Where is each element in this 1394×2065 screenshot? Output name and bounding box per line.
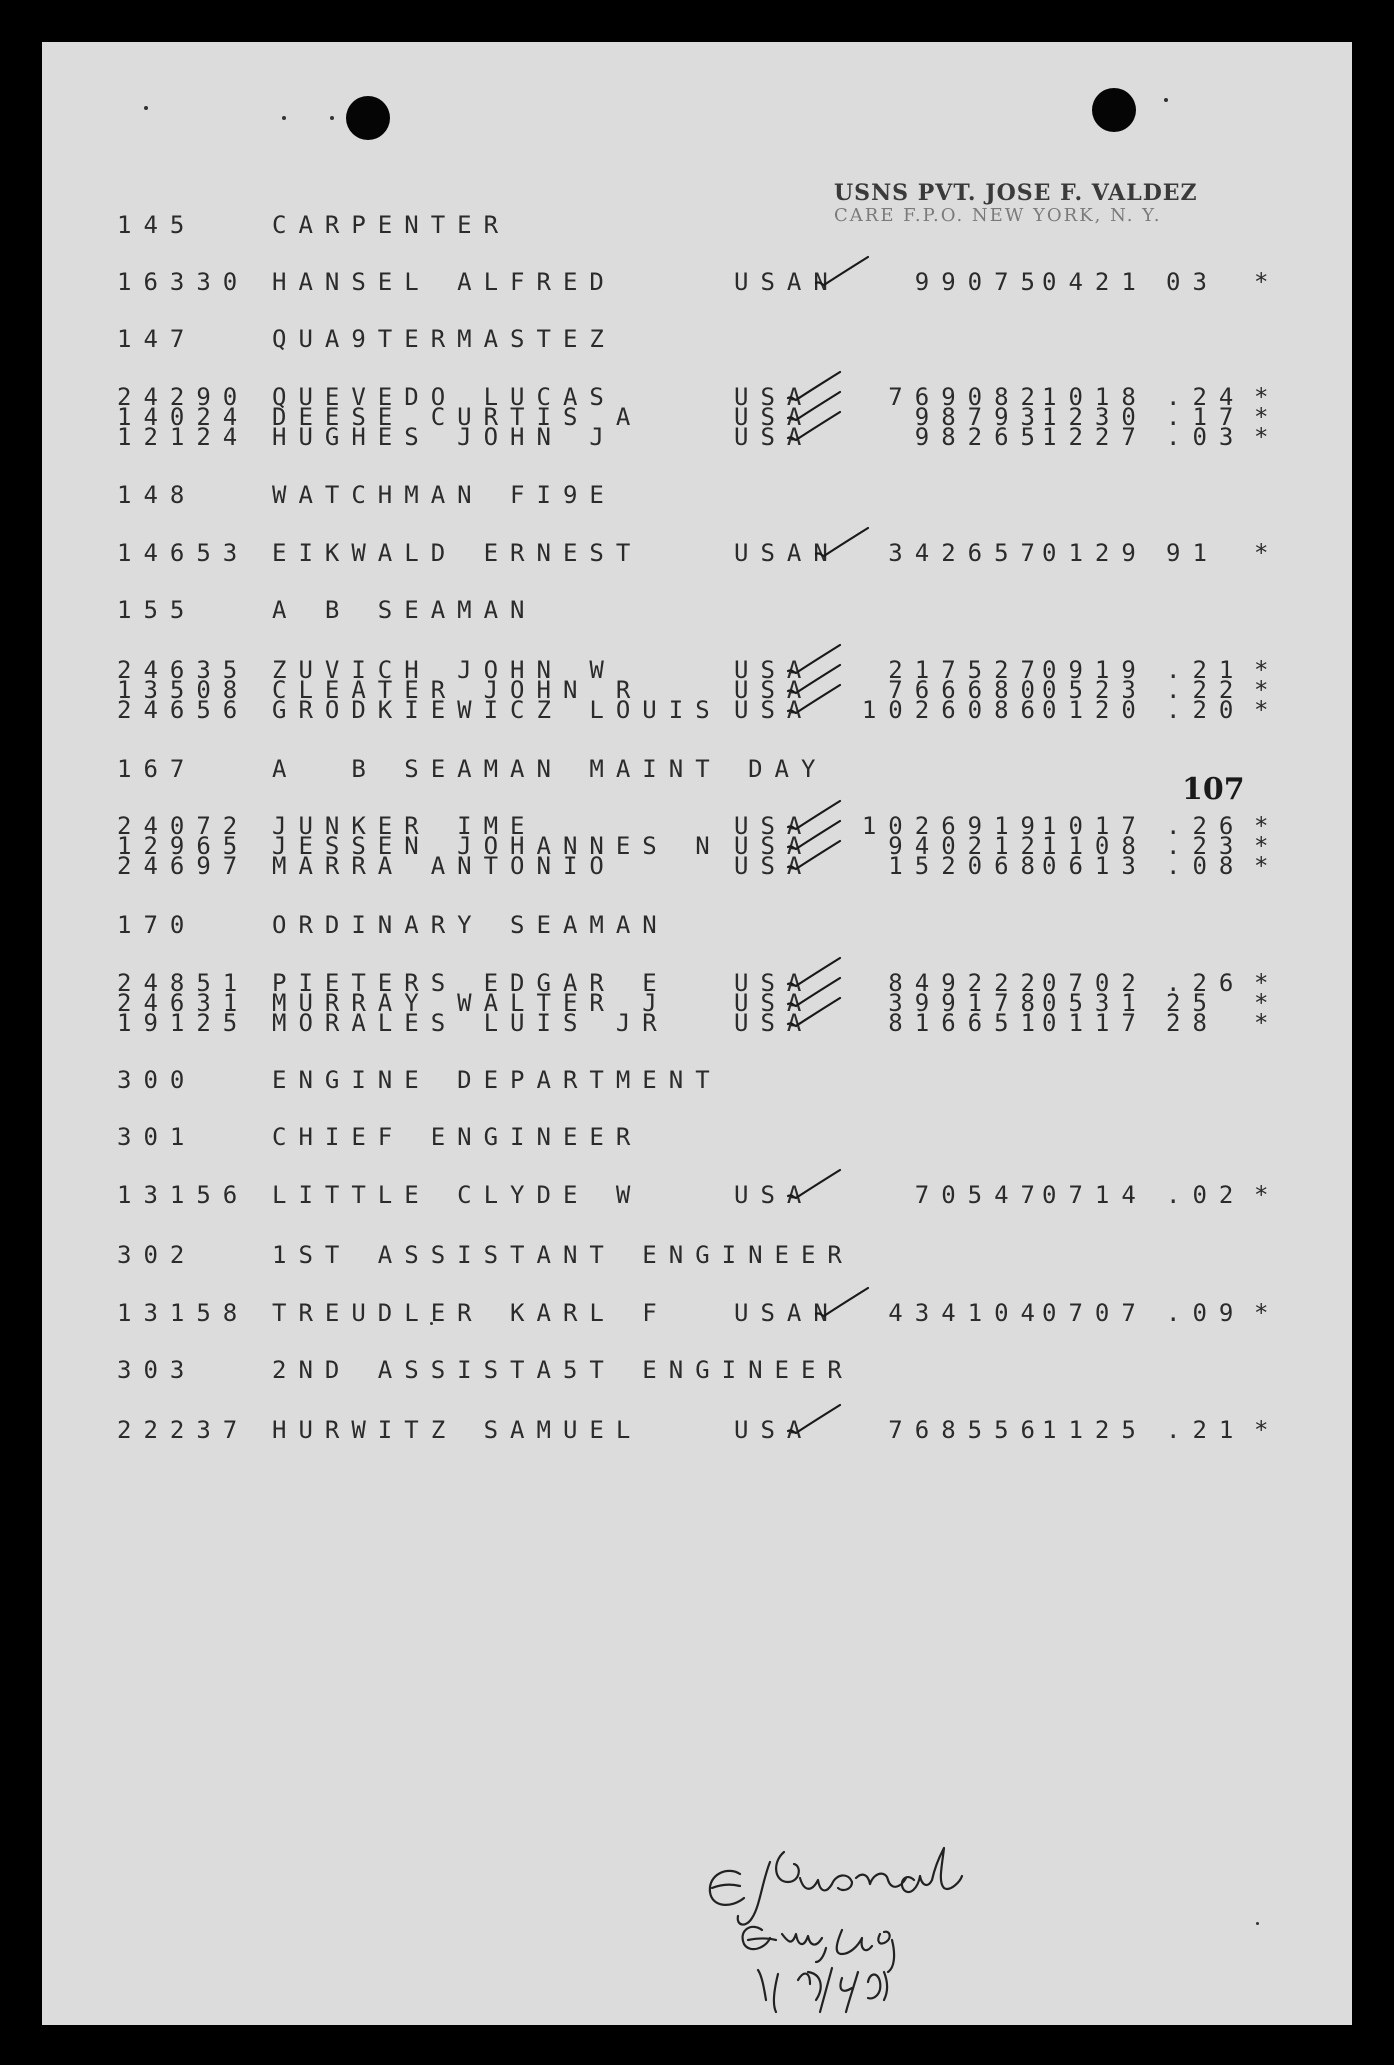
row-code: 12965 bbox=[117, 832, 250, 860]
punch-hole-right bbox=[1092, 88, 1136, 132]
row-marker: * bbox=[1254, 403, 1281, 431]
row-name: ENGINE DEPARTMENT bbox=[272, 1066, 722, 1094]
row-citizenship: USA bbox=[734, 656, 814, 684]
row-citizenship: USA bbox=[734, 1009, 814, 1037]
row-citizenship: USA bbox=[734, 812, 814, 840]
row-date: 0129 bbox=[1042, 539, 1148, 567]
row-name: HANSEL ALFRED bbox=[272, 268, 616, 296]
check-mark-icon bbox=[784, 1168, 844, 1202]
row-age: .17 bbox=[1166, 403, 1246, 431]
row-age: .21 bbox=[1166, 656, 1246, 684]
speck bbox=[282, 116, 286, 120]
section-heading-row bbox=[42, 595, 1352, 625]
ship-name: USNS PVT. JOSE F. VALDEZ bbox=[834, 180, 1198, 206]
row-code: 16330 bbox=[117, 268, 250, 296]
row-age: 91 bbox=[1166, 539, 1219, 567]
row-code: 300 bbox=[117, 1066, 197, 1094]
row-id-number: 399178 bbox=[888, 989, 1047, 1017]
row-age: 25 bbox=[1166, 989, 1219, 1017]
row-id-number: 766680 bbox=[888, 676, 1047, 704]
row-name: EIKWALD ERNEST bbox=[272, 539, 643, 567]
crew-entry-row bbox=[42, 1298, 1352, 1328]
crew-entry-row bbox=[42, 851, 1352, 881]
row-marker: * bbox=[1254, 812, 1281, 840]
row-code: 24072 bbox=[117, 812, 250, 840]
section-heading-row bbox=[42, 754, 1352, 784]
row-marker: * bbox=[1254, 696, 1281, 724]
row-age: .20 bbox=[1166, 696, 1246, 724]
row-code: 147 bbox=[117, 325, 197, 353]
row-name: LITTLE CLYDE W bbox=[272, 1181, 643, 1209]
row-citizenship: USA bbox=[734, 989, 814, 1017]
row-date: 0919 bbox=[1042, 656, 1148, 684]
row-age: .02 bbox=[1166, 1181, 1246, 1209]
row-name: MURRAY WALTER J bbox=[272, 989, 669, 1017]
row-marker: * bbox=[1254, 676, 1281, 704]
row-code: 13158 bbox=[117, 1299, 250, 1327]
row-date: 0120 bbox=[1042, 696, 1148, 724]
row-name: A B SEAMAN bbox=[272, 596, 537, 624]
row-age: .08 bbox=[1166, 852, 1246, 880]
row-name: MORALES LUIS JR bbox=[272, 1009, 669, 1037]
row-citizenship: USAN bbox=[734, 268, 840, 296]
speck bbox=[144, 106, 148, 110]
row-marker: * bbox=[1254, 852, 1281, 880]
row-code: 24290 bbox=[117, 383, 250, 411]
row-code: 12124 bbox=[117, 423, 250, 451]
section-heading-row bbox=[42, 910, 1352, 940]
row-code: 14653 bbox=[117, 539, 250, 567]
row-name: CHIEF ENGINEER bbox=[272, 1123, 643, 1151]
row-age: .24 bbox=[1166, 383, 1246, 411]
row-name: WATCHMAN FI9E bbox=[272, 481, 616, 509]
row-age: .21 bbox=[1166, 1416, 1246, 1444]
row-code: 145 bbox=[117, 211, 197, 239]
row-citizenship: USA bbox=[734, 1181, 814, 1209]
row-id-number: 768556 bbox=[888, 1416, 1047, 1444]
row-citizenship: USA bbox=[734, 969, 814, 997]
speck bbox=[1256, 1922, 1259, 1925]
row-name: GRODKIEWICZ LOUIS bbox=[272, 696, 722, 724]
row-date: 0117 bbox=[1042, 1009, 1148, 1037]
section-heading-row bbox=[42, 1240, 1352, 1270]
check-mark-icon bbox=[784, 839, 844, 873]
row-id-number: 434104 bbox=[888, 1299, 1047, 1327]
row-id-number: 342657 bbox=[888, 539, 1047, 567]
row-marker: * bbox=[1254, 832, 1281, 860]
row-code: 148 bbox=[117, 481, 197, 509]
speck bbox=[330, 116, 334, 120]
row-date: 0702 bbox=[1042, 969, 1148, 997]
row-id-number: 152068 bbox=[888, 852, 1047, 880]
row-date: 1018 bbox=[1042, 383, 1148, 411]
check-mark-icon bbox=[784, 683, 844, 717]
row-code: 301 bbox=[117, 1123, 197, 1151]
row-code: 24697 bbox=[117, 852, 250, 880]
row-name: JUNKER IME bbox=[272, 812, 537, 840]
handwritten-signature bbox=[692, 1822, 1032, 2022]
row-marker: * bbox=[1254, 969, 1281, 997]
row-code: 24656 bbox=[117, 696, 250, 724]
row-name: QUA9TERMASTEZ bbox=[272, 325, 616, 353]
row-code: 170 bbox=[117, 911, 197, 939]
crew-entry-row bbox=[42, 695, 1352, 725]
row-marker: * bbox=[1254, 1009, 1281, 1037]
row-id-number: 99075 bbox=[914, 268, 1047, 296]
row-date: 0421 bbox=[1042, 268, 1148, 296]
row-name: CLEATER JOHN R bbox=[272, 676, 643, 704]
row-citizenship: USA bbox=[734, 383, 814, 411]
section-heading-row bbox=[42, 1355, 1352, 1385]
row-citizenship: USA bbox=[734, 1416, 814, 1444]
check-mark-icon bbox=[784, 1403, 844, 1437]
row-id-number: 940212 bbox=[888, 832, 1047, 860]
row-citizenship: USA bbox=[734, 852, 814, 880]
row-age: .26 bbox=[1166, 812, 1246, 840]
row-id-number: 70547 bbox=[914, 1181, 1047, 1209]
ship-address: CARE F.P.O. NEW YORK, N. Y. bbox=[834, 205, 1162, 226]
check-mark-icon bbox=[784, 410, 844, 444]
section-heading-row bbox=[42, 1122, 1352, 1152]
speck bbox=[1164, 98, 1168, 102]
row-marker: * bbox=[1254, 1299, 1281, 1327]
row-citizenship: USA bbox=[734, 403, 814, 431]
row-date: 0613 bbox=[1042, 852, 1148, 880]
crew-entry-row bbox=[42, 1180, 1352, 1210]
row-age: 28 bbox=[1166, 1009, 1219, 1037]
row-marker: * bbox=[1254, 1181, 1281, 1209]
row-citizenship: USAN bbox=[734, 1299, 840, 1327]
row-marker: * bbox=[1254, 1416, 1281, 1444]
crew-entry-row bbox=[42, 538, 1352, 568]
row-name: DEESE CURTIS A bbox=[272, 403, 643, 431]
row-name: MARRA ANTONIO bbox=[272, 852, 616, 880]
row-name: 1ST ASSISTANT ENGINEER bbox=[272, 1241, 854, 1269]
row-citizenship: USAN bbox=[734, 539, 840, 567]
row-date: 0531 bbox=[1042, 989, 1148, 1017]
crew-entry-row bbox=[42, 1415, 1352, 1445]
row-marker: * bbox=[1254, 383, 1281, 411]
row-code: 14024 bbox=[117, 403, 250, 431]
row-age: .23 bbox=[1166, 832, 1246, 860]
row-code: 24851 bbox=[117, 969, 250, 997]
check-mark-icon bbox=[812, 526, 872, 560]
row-citizenship: USA bbox=[734, 696, 814, 724]
row-age: .09 bbox=[1166, 1299, 1246, 1327]
row-name: HURWITZ SAMUEL bbox=[272, 1416, 643, 1444]
row-code: 13156 bbox=[117, 1181, 250, 1209]
row-date: 1108 bbox=[1042, 832, 1148, 860]
row-code: 19125 bbox=[117, 1009, 250, 1037]
row-code: 22237 bbox=[117, 1416, 250, 1444]
row-date: 1230 bbox=[1042, 403, 1148, 431]
row-name: A B SEAMAN MAINT DAY bbox=[272, 755, 828, 783]
row-id-number: 849222 bbox=[888, 969, 1047, 997]
row-date: 0707 bbox=[1042, 1299, 1148, 1327]
document-page bbox=[42, 42, 1352, 2025]
row-age: 03 bbox=[1166, 268, 1219, 296]
section-heading-row bbox=[42, 480, 1352, 510]
row-code: 13508 bbox=[117, 676, 250, 704]
row-code: 167 bbox=[117, 755, 197, 783]
row-code: 302 bbox=[117, 1241, 197, 1269]
row-marker: * bbox=[1254, 423, 1281, 451]
section-heading-row bbox=[42, 210, 1352, 240]
row-name: HUGHES JOHN J bbox=[272, 423, 616, 451]
row-marker: * bbox=[1254, 989, 1281, 1017]
section-heading-row bbox=[42, 1065, 1352, 1095]
row-date: 1125 bbox=[1042, 1416, 1148, 1444]
row-marker: * bbox=[1254, 268, 1281, 296]
row-age: .22 bbox=[1166, 676, 1246, 704]
row-id-number: 98265 bbox=[914, 423, 1047, 451]
row-date: 1227 bbox=[1042, 423, 1148, 451]
crew-entry-row bbox=[42, 1008, 1352, 1038]
page-number-stamp: 107 bbox=[1182, 772, 1245, 807]
row-id-number: 1026086 bbox=[861, 696, 1047, 724]
row-name: ORDINARY SEAMAN bbox=[272, 911, 669, 939]
row-id-number: 217527 bbox=[888, 656, 1047, 684]
row-name: ZUVICH JOHN W bbox=[272, 656, 616, 684]
check-mark-icon bbox=[784, 996, 844, 1030]
punch-hole-left bbox=[346, 96, 390, 140]
row-id-number: 98793 bbox=[914, 403, 1047, 431]
row-date: 1017 bbox=[1042, 812, 1148, 840]
row-code: 303 bbox=[117, 1356, 197, 1384]
row-marker: * bbox=[1254, 656, 1281, 684]
crew-entry-row bbox=[42, 267, 1352, 297]
row-citizenship: USA bbox=[734, 832, 814, 860]
row-citizenship: USA bbox=[734, 423, 814, 451]
row-id-number: 769082 bbox=[888, 383, 1047, 411]
row-name: PIETERS EDGAR E bbox=[272, 969, 669, 997]
row-date: 0714 bbox=[1042, 1181, 1148, 1209]
row-citizenship: USA bbox=[734, 676, 814, 704]
row-name: QUEVEDO LUCAS bbox=[272, 383, 616, 411]
row-id-number: 1026919 bbox=[861, 812, 1047, 840]
row-name: 2ND ASSISTA5T ENGINEER bbox=[272, 1356, 854, 1384]
row-id-number: 816651 bbox=[888, 1009, 1047, 1037]
section-heading-row bbox=[42, 324, 1352, 354]
crew-entry-row bbox=[42, 422, 1352, 452]
check-mark-icon bbox=[812, 255, 872, 289]
row-code: 24631 bbox=[117, 989, 250, 1017]
row-name: JESSEN JOHANNES N bbox=[272, 832, 722, 860]
row-name: TREUDLER KARL F bbox=[272, 1299, 669, 1327]
row-date: 0523 bbox=[1042, 676, 1148, 704]
row-code: 24635 bbox=[117, 656, 250, 684]
row-marker: * bbox=[1254, 539, 1281, 567]
check-mark-icon bbox=[812, 1286, 872, 1320]
row-age: .26 bbox=[1166, 969, 1246, 997]
row-age: .03 bbox=[1166, 423, 1246, 451]
row-name: CARPENTER bbox=[272, 211, 511, 239]
row-code: 155 bbox=[117, 596, 197, 624]
